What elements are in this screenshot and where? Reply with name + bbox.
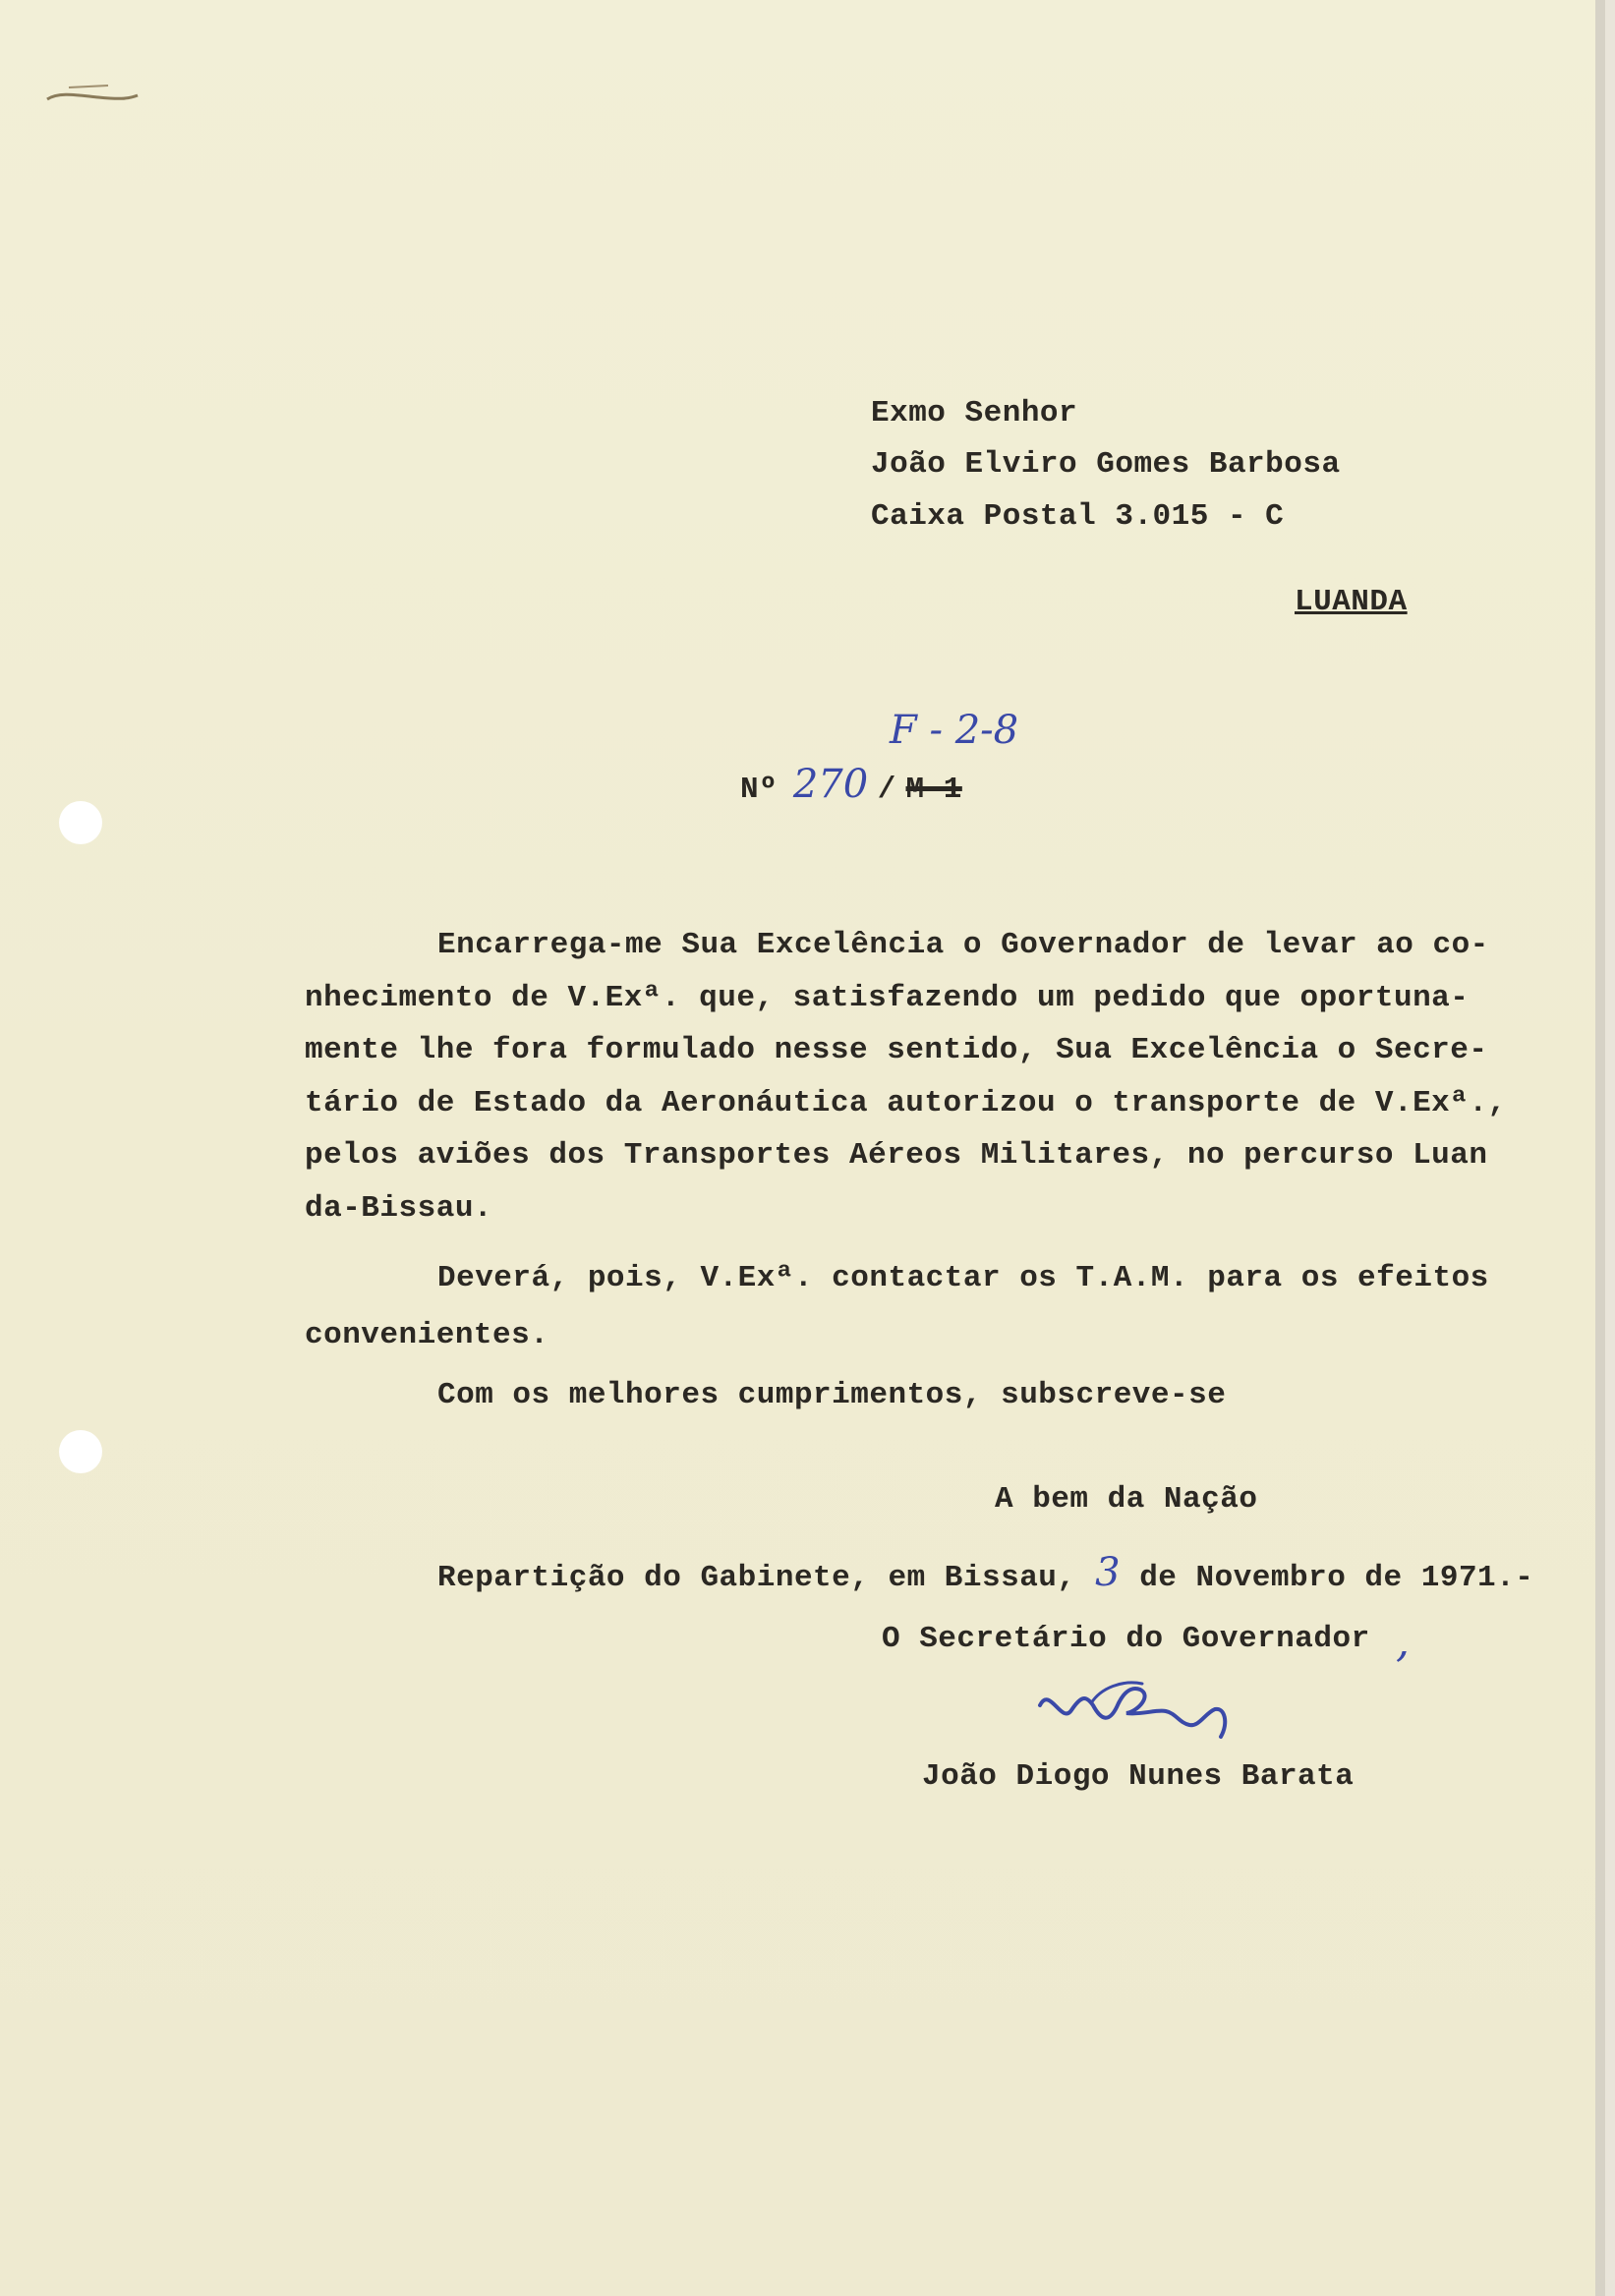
recipient-city: LUANDA — [1295, 585, 1408, 619]
reference-prefix: Nº — [740, 773, 779, 807]
paragraph-line: tário de Estado da Aeronáutica autorizou o transporte de V.Exª., — [305, 1085, 1507, 1120]
recipient-salutation: Exmo Senhor — [871, 396, 1078, 430]
paragraph-line: convenientes. — [305, 1318, 549, 1352]
staple-mark-icon — [39, 74, 147, 113]
punch-hole-icon — [59, 1430, 102, 1473]
handwritten-file-ref: F - 2-8 — [890, 708, 1019, 753]
closing-line: Com os melhores cumprimentos, subscreve-se — [437, 1378, 1227, 1412]
signature-icon — [1032, 1666, 1239, 1754]
handwritten-number: 270 — [792, 762, 869, 807]
paragraph-2 — [305, 1250, 1491, 1364]
paragraph-line: Deverá, pois, V.Exª. contactar os T.A.M. para os efeitos — [437, 1261, 1489, 1295]
date-suffix: de Novembro de 1971.- — [1139, 1561, 1534, 1595]
struck-code: M-1 — [905, 773, 962, 807]
paragraph-1 — [305, 919, 1509, 1234]
paragraph-line: da-Bissau. — [305, 1190, 493, 1226]
date-prefix: Repartição do Gabinete, em Bissau, — [437, 1561, 1076, 1595]
signatory-name: João Diogo Nunes Barata — [922, 1759, 1355, 1794]
paragraph-line: pelos aviões dos Transportes Aéreos Militares, no percurso Luan — [305, 1138, 1488, 1173]
signature-mark: , — [1396, 1617, 1410, 1667]
date-line — [437, 1550, 1533, 1595]
paragraph-line: mente lhe fora formulado nesse sentido, Sua Excelência o Secre- — [305, 1033, 1488, 1067]
reference-number — [740, 762, 962, 807]
recipient-name: João Elviro Gomes Barbosa — [871, 447, 1341, 482]
handwritten-day: 3 — [1095, 1550, 1121, 1595]
page-edge — [1595, 0, 1605, 2296]
motto: A bem da Nação — [995, 1482, 1258, 1517]
paragraph-line: nhecimento de V.Exª. que, satisfazendo um pedido que oportuna- — [305, 980, 1470, 1015]
paragraph-line: Encarrega-me Sua Excelência o Governador de levar ao co- — [437, 928, 1489, 962]
signatory-title: O Secretário do Governador — [882, 1622, 1370, 1656]
punch-hole-icon — [59, 801, 102, 844]
recipient-address: Caixa Postal 3.015 - C — [871, 499, 1285, 534]
reference-separator: / — [877, 773, 896, 807]
